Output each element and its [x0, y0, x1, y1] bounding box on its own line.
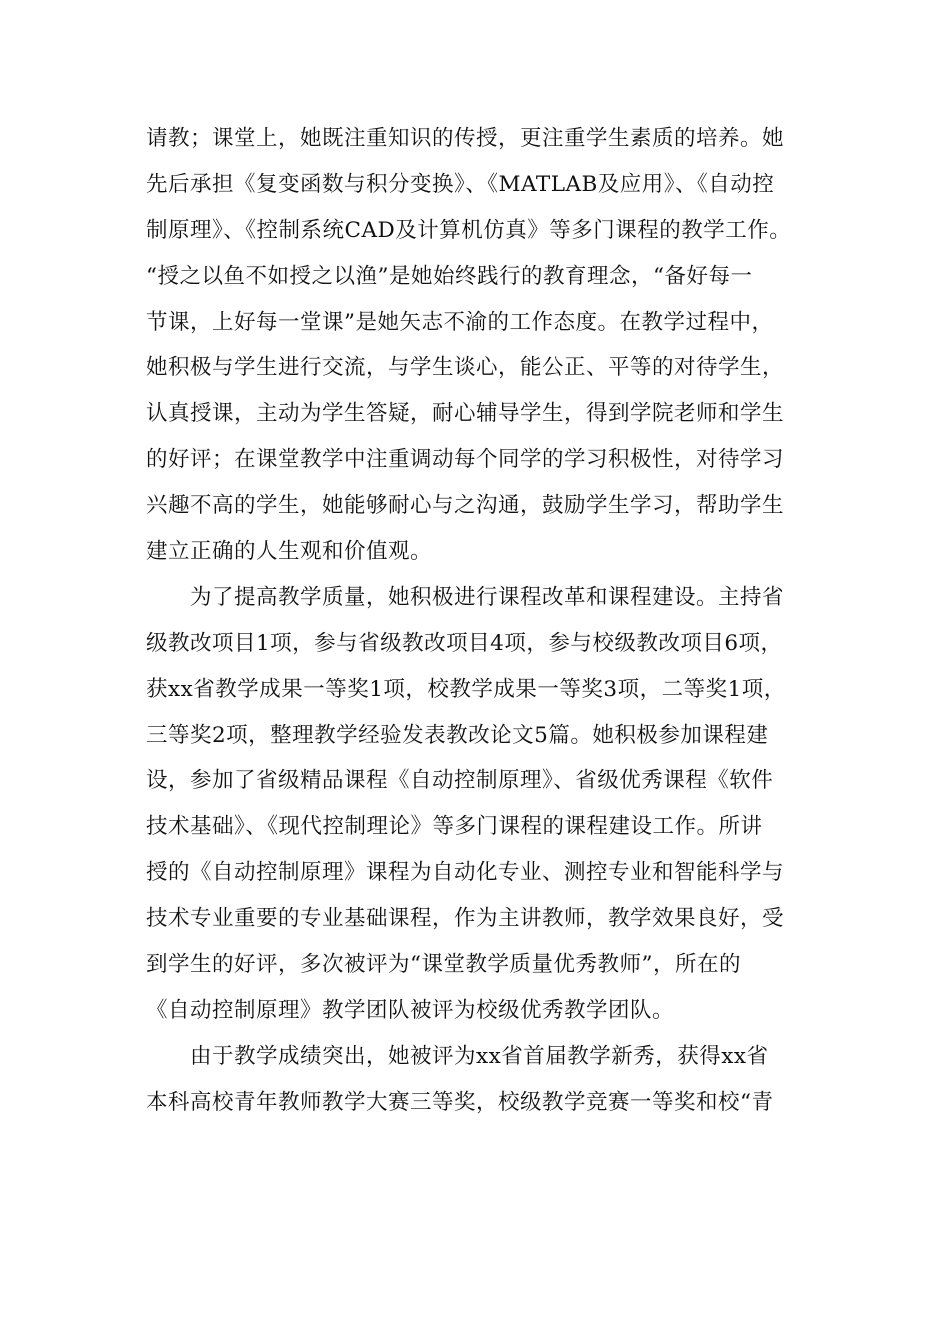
- text-line: 先后承担《复变函数与积分变换》、《MATLAB及应用》、《自动控: [146, 171, 775, 197]
- text-line: 到学生的好评，多次被评为“课堂教学质量优秀教师”，所在的: [146, 952, 741, 978]
- text-line: 的好评；在课堂教学中注重调动每个同学的学习积极性，对待学习: [146, 447, 785, 473]
- text-line: 技术专业重要的专业基础课程，作为主讲教师，教学效果良好，受: [146, 906, 785, 932]
- paragraph-first-line: 由于教学成绩突出，她被评为xx省首届教学新秀，获得xx省: [190, 1043, 769, 1069]
- text-line: 本科高校青年教师教学大赛三等奖，校级教学竞赛一等奖和校“青: [146, 1089, 774, 1115]
- text-line: 《自动控制原理》教学团队被评为校级优秀教学团队。: [146, 997, 675, 1023]
- text-line: 节课，上好每一堂课”是她矢志不渝的工作态度。在教学过程中，: [146, 309, 774, 335]
- text-line: 设，参加了省级精品课程《自动控制原理》、省级优秀课程《软件: [146, 768, 774, 794]
- text-line: 三等奖2项，整理教学经验发表教改论文5篇。她积极参加课程建: [146, 722, 769, 748]
- document-body: [146, 116, 826, 1126]
- text-line: “授之以鱼不如授之以渔”是她始终践行的教育理念，“备好每一: [146, 263, 753, 289]
- text-line: 兴趣不高的学生，她能够耐心与之沟通，鼓励学生学习，帮助学生: [146, 493, 785, 519]
- text-line: 授的《自动控制原理》课程为自动化专业、测控专业和智能科学与: [146, 860, 785, 886]
- text-line: 获xx省教学成果一等奖1项，校教学成果一等奖3项，二等奖1项，: [146, 676, 786, 702]
- text-line: 级教改项目1项，参与省级教改项目4项，参与校级教改项目6项，: [146, 630, 783, 656]
- text-line: 建立正确的人生观和价值观。: [146, 539, 433, 565]
- text-line: 认真授课，主动为学生答疑，耐心辅导学生，得到学院老师和学生: [146, 401, 785, 427]
- paragraph-first-line: 为了提高教学质量，她积极进行课程改革和课程建设。主持省: [190, 584, 785, 610]
- text-line: 她积极与学生进行交流，与学生谈心，能公正、平等的对待学生，: [146, 355, 785, 381]
- text-line: 制原理》、《控制系统CAD及计算机仿真》等多门课程的教学工作。: [146, 217, 792, 243]
- text-line: 请教；课堂上，她既注重知识的传授，更注重学生素质的培养。她: [146, 126, 785, 151]
- text-line: 技术基础》、《现代控制理论》等多门课程的课程建设工作。所讲: [146, 814, 763, 840]
